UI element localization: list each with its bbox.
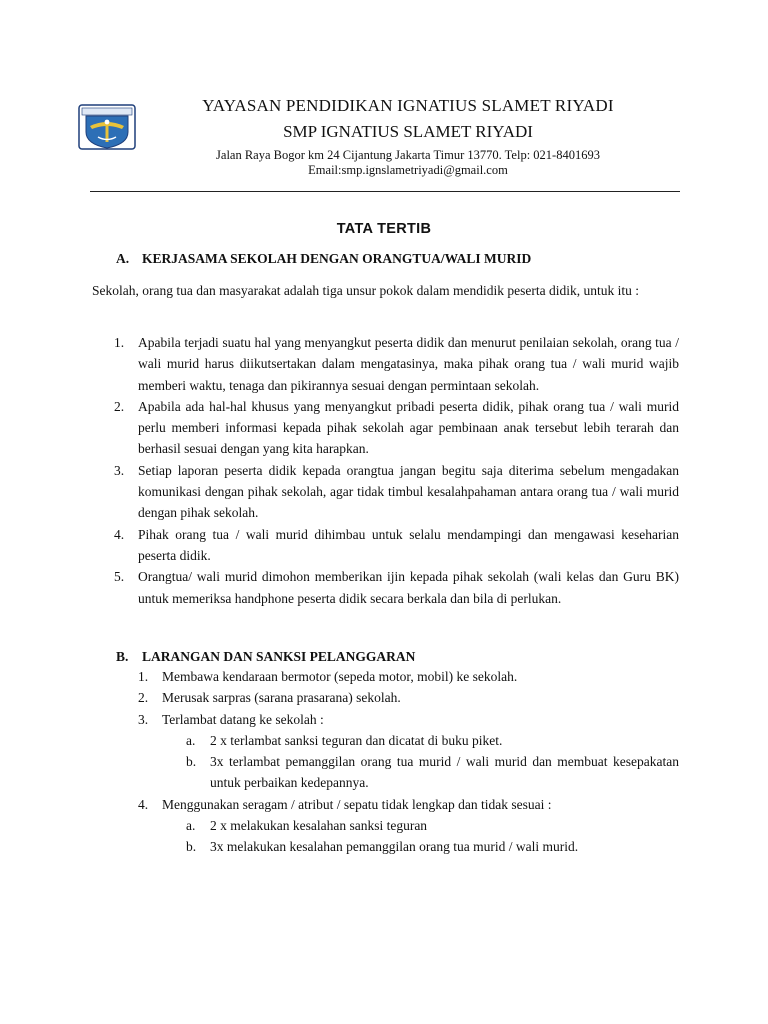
section-b-letter: B.: [116, 649, 129, 664]
list-item: 2. Merusak sarpras (sarana prasarana) sekolah.: [138, 690, 401, 706]
list-item: 5. Orangtua/ wali murid dimohon memberikan ijin kepada pihak sekolah (wali kelas dan Guru BK) untuk memeriksa handphone peserta didik secara berkala dan bila di perlukan.: [114, 569, 679, 606]
section-a-list: [114, 332, 679, 609]
section-b-heading: [116, 648, 415, 666]
section-a-letter: A.: [116, 251, 130, 266]
section-b-list: [138, 666, 679, 858]
foundation-name: YAYASAN PENDIDIKAN IGNATIUS SLAMET RIYADI: [202, 96, 614, 115]
sub-list-item: a. 2 x terlambat sanksi teguran dan dicatat di buku piket.: [186, 732, 503, 748]
section-a-title: KERJASAMA SEKOLAH DENGAN ORANGTUA/WALI MURID: [142, 251, 532, 266]
sub-list-item: b. 3x melakukan kesalahan pemanggilan orang tua murid / wali murid.: [186, 839, 579, 855]
section-a-heading: [116, 250, 531, 268]
sub-list-item: b. 3x terlambat pemanggilan orang tua murid / wali murid dan membuat kesepakatan untuk perbaikan kedepannya.: [186, 754, 679, 791]
list-item: 1. Membawa kendaraan bermotor (sepeda motor, mobil) ke sekolah.: [138, 669, 518, 684]
letterhead-divider: [90, 191, 680, 192]
list-item: 4. Menggunakan seragam / atribut / sepatu tidak lengkap dan tidak sesuai : a. 2 x melakukan kesalahan sanksi teguran b. 3x melakukan kesalahan pemanggilan orang tua murid / wali murid.: [138, 794, 679, 858]
document-title: TATA TERTIB: [336, 221, 432, 237]
section-b-title: LARANGAN DAN SANKSI PELANGGARAN: [142, 649, 416, 664]
sub-list: [162, 815, 679, 858]
list-item: 3. Terlambat datang ke sekolah : a. 2 x terlambat sanksi teguran dan dicatat di buku piket. b. 3x terlambat pemanggilan orang tua murid / wali murid dan membuat kesepakatan untuk perbaikan kedepannya.: [138, 709, 679, 794]
school-email: Email:smp.ignslametriyadi@gmail.com: [308, 163, 508, 177]
list-item: 4. Pihak orang tua / wali murid dihimbau untuk selalu mendampingi dan mengawasi keseharian peserta didik.: [114, 526, 679, 563]
list-item: 1. Apabila terjadi suatu hal yang menyangkut peserta didik dan menurut penilaian sekolah, orang tua / wali murid harus diikutsertakan dalam mengatasinya, maka pihak orang tua / wali murid wajib memberi waktu, tenaga dan pikirannya sesuai dengan permintaan sekolah.: [114, 335, 679, 393]
list-item: 3. Setiap laporan peserta didik kepada orangtua jangan begitu saja diterima sebelum mengadakan komunikasi dengan pihak sekolah, agar tidak timbul kesalahpahaman antara orang tua / wali murid dengan pihak sekolah.: [114, 462, 679, 521]
sub-list-item: a. 2 x melakukan kesalahan sanksi teguran: [186, 818, 428, 834]
section-a-intro: Sekolah, orang tua dan masyarakat adalah tiga unsur pokok dalam mendidik peserta didik, untuk itu :: [92, 283, 639, 298]
school-address: Jalan Raya Bogor km 24 Cijantung Jakarta Timur 13770. Telp: 021-8401693: [216, 148, 600, 162]
school-logo-crest: [78, 104, 136, 150]
school-name: SMP IGNATIUS SLAMET RIYADI: [283, 122, 533, 141]
sub-list: [162, 730, 679, 794]
list-item: 2. Apabila ada hal-hal khusus yang menyangkut pribadi peserta didik, pihak orang tua / wali murid perlu memberi informasi kepada pihak sekolah agar pembinaan anak tersebut lebih terarah dan berhasil sesuai dengan yang kita harapkan.: [114, 398, 679, 457]
